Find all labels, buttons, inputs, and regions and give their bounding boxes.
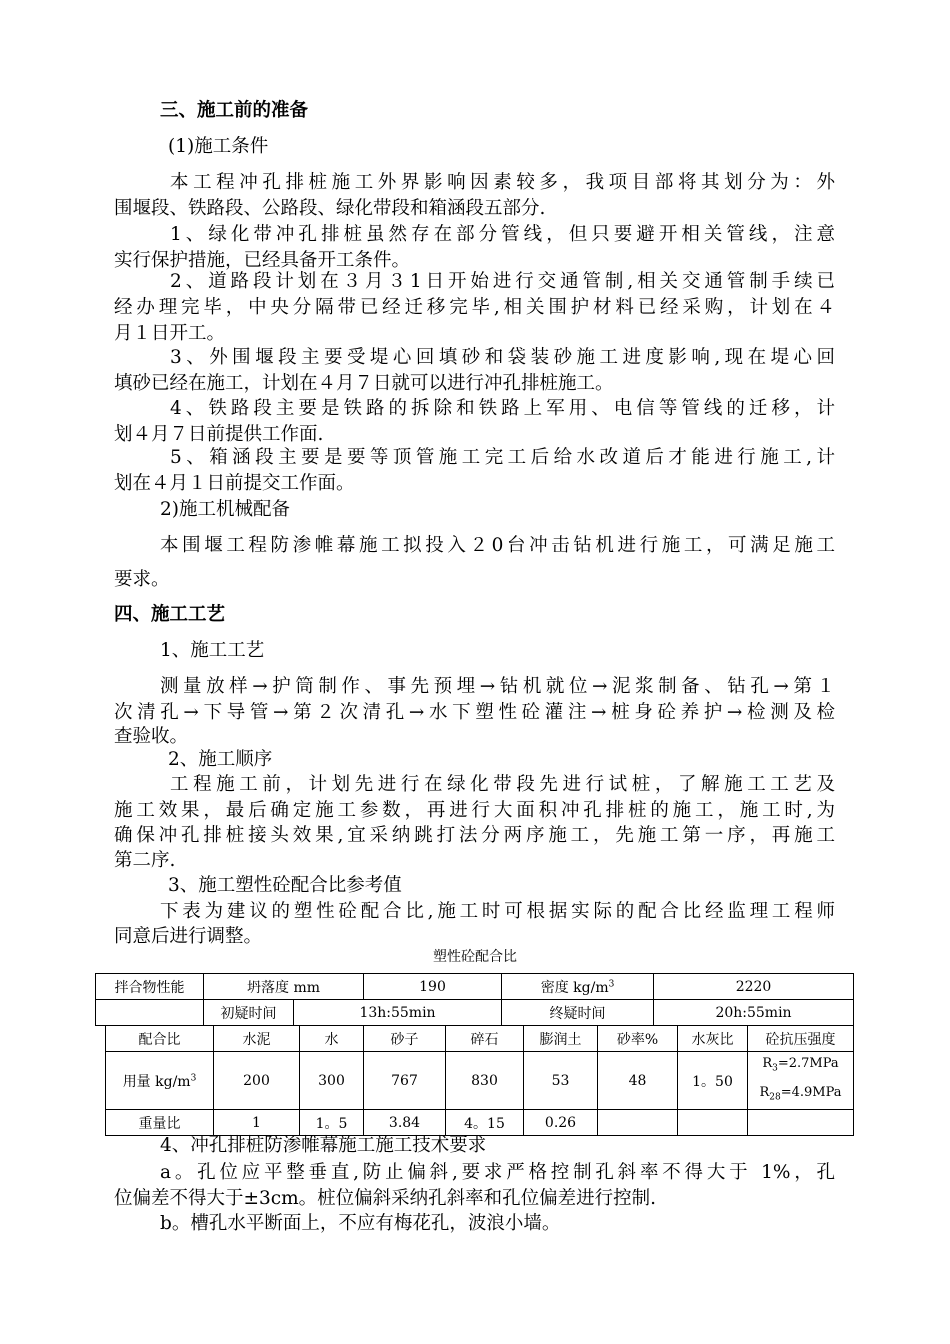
table-row <box>106 1052 854 1110</box>
strength-r3: $R_3=2.7MPa$ <box>762 1056 839 1074</box>
paragraph-line: 第二序. <box>114 850 176 871</box>
table-cell: 1 <box>214 1110 300 1136</box>
paragraph-line: 下表为建议的塑性砼配合比,施工时可根据实际的配合比经监理工程师 <box>160 901 835 922</box>
subheading-sequence: 2、施工顺序 <box>168 749 273 770</box>
table-cell: 终疑时间 <box>502 1000 654 1026</box>
table-cell: 190 <box>364 974 502 1000</box>
table-header-cell: 水 <box>300 1026 364 1052</box>
table-cell: 0.26 <box>524 1110 598 1136</box>
table-cell: 767 <box>364 1052 446 1110</box>
table-cell <box>106 1052 214 1110</box>
section-heading-3: 三、施工前的准备 <box>160 100 309 121</box>
paragraph-line: 测量放样→护筒制作、事先预埋→钻机就位→泥浆制备、钻孔→第１ <box>160 676 835 697</box>
table-cell <box>678 1110 748 1136</box>
table-cell: 1。50 <box>678 1052 748 1110</box>
table-cell: 拌合物性能 <box>96 974 204 1000</box>
paragraph-line: 4、铁路段主要是铁路的拆除和铁路上军用、电信等管线的迁移，计 <box>170 398 835 419</box>
paragraph-line: 划４月７日前提供工作面. <box>114 424 324 445</box>
table-cell: 初疑时间 <box>204 1000 294 1026</box>
table-cell: 2220 <box>654 974 854 1000</box>
paragraph-line: 确保冲孔排桩接头效果,宜采纳跳打法分两序施工，先施工第一序，再施工 <box>114 825 835 846</box>
table-header-cell: 配合比 <box>106 1026 214 1052</box>
subheading-process: 1、施工工艺 <box>160 640 265 661</box>
paragraph-line: 划在４月１日前提交工作面。 <box>114 473 355 494</box>
paragraph-line: 1、绿化带冲孔排桩虽然存在部分管线，但只要避开相关管线，注意 <box>170 224 835 245</box>
table-cell <box>502 974 654 1000</box>
table-cell: 重量比 <box>106 1110 214 1136</box>
subheading-mix: 3、施工塑性砼配合比参考值 <box>168 875 402 896</box>
paragraph-line: 本围堰工程防渗帷幕施工拟投入２0台冲击钻机进行施工，可满足施工 <box>160 535 835 556</box>
paragraph-line: 同意后进行调整。 <box>114 926 263 947</box>
table-header-cell: 碎石 <box>446 1026 524 1052</box>
subheading-conditions: (1)施工条件 <box>168 136 269 157</box>
table-cell: 200 <box>214 1052 300 1110</box>
table-cell <box>598 1110 678 1136</box>
table-cell: 3.84 <box>364 1110 446 1136</box>
table-row <box>96 1000 854 1026</box>
table-header-cell: 砂率% <box>598 1026 678 1052</box>
section-heading-4: 四、施工工艺 <box>114 604 226 625</box>
table-row <box>96 974 854 1000</box>
table-header-cell: 膨润土 <box>524 1026 598 1052</box>
table-cell-text: 密度 kg/m <box>540 979 609 996</box>
table-header-cell: 水灰比 <box>678 1026 748 1052</box>
paragraph-line: 工程施工前，计划先进行在绿化带段先进行试桩，了解施工工艺及 <box>170 774 835 795</box>
table-cell: 坍落度 mm <box>204 974 364 1000</box>
table-cell: 48 <box>598 1052 678 1110</box>
table-header-cell: 砂子 <box>364 1026 446 1052</box>
table-cell <box>748 1052 854 1110</box>
subheading-requirements: 4、冲孔排桩防渗帷幕施工施工技术要求 <box>160 1135 487 1156</box>
table-cell <box>96 1000 204 1026</box>
table-cell: 300 <box>300 1052 364 1110</box>
paragraph-line: 施工效果，最后确定施工参数，再进行大面积冲孔排桩的施工，施工时,为 <box>114 800 835 821</box>
paragraph-line: 位偏差不得大于±3cm。桩位偏斜采纳孔斜率和孔位偏差进行控制. <box>114 1188 657 1209</box>
table-cell <box>748 1110 854 1136</box>
paragraph-line: 5、箱涵段主要是要等顶管施工完工后给水改道后才能进行施工,计 <box>170 447 835 468</box>
mix-properties-table <box>95 973 854 1026</box>
paragraph-line: b。槽孔水平断面上，不应有梅花孔，波浪小墙。 <box>160 1213 561 1234</box>
subheading-machinery: 2)施工机械配备 <box>160 499 290 520</box>
table-cell: 4。15 <box>446 1110 524 1136</box>
table-cell: 20h:55min <box>654 1000 854 1026</box>
mix-ratio-table <box>105 1025 854 1136</box>
paragraph-line: 月１日开工。 <box>114 323 226 344</box>
paragraph-line: a。孔位应平整垂直,防止偏斜,要求严格控制孔斜率不得大于 1%，孔 <box>160 1162 835 1183</box>
table-header-cell: 水泥 <box>214 1026 300 1052</box>
paragraph-line: 经办理完毕，中央分隔带已经迁移完毕,相关围护材料已经采购，计划在４ <box>114 297 835 318</box>
table-cell-text: 用量 kg/m <box>122 1073 191 1090</box>
paragraph-line: 实行保护措施，已经具备开工条件。 <box>114 250 411 271</box>
strength-r28: $R_{28}=4.9MPa$ <box>759 1084 842 1103</box>
table-caption: 塑性砼配合比 <box>433 949 517 965</box>
table-cell: 830 <box>446 1052 524 1110</box>
table-header-cell: 砼抗压强度 <box>748 1026 854 1052</box>
paragraph-line: 3、外围堰段主要受堤心回填砂和袋装砂施工进度影响,现在堤心回 <box>170 347 835 368</box>
table-cell: 13h:55min <box>294 1000 502 1026</box>
superscript: 3 <box>608 978 615 989</box>
paragraph-line: 2、道路段计划在３月３1日开始进行交通管制,相关交通管制手续已 <box>170 271 835 292</box>
paragraph-line: 围堰段、铁路段、公路段、绿化带段和箱涵段五部分. <box>114 198 546 219</box>
table-row <box>106 1110 854 1136</box>
table-cell: 1。5 <box>300 1110 364 1136</box>
paragraph-line: 查验收。 <box>114 726 189 747</box>
table-cell: 53 <box>524 1052 598 1110</box>
paragraph-line: 次清孔→下导管→第２次清孔→水下塑性砼灌注→桩身砼养护→检测及检 <box>114 702 835 723</box>
paragraph-line: 本工程冲孔排桩施工外界影响因素较多，我项目部将其划分为：外 <box>170 172 835 193</box>
paragraph-line: 要求。 <box>114 569 170 590</box>
paragraph-line: 填砂已经在施工，计划在４月７日就可以进行冲孔排桩施工。 <box>114 373 614 394</box>
table-header-row <box>106 1026 854 1052</box>
superscript: 3 <box>190 1072 197 1083</box>
